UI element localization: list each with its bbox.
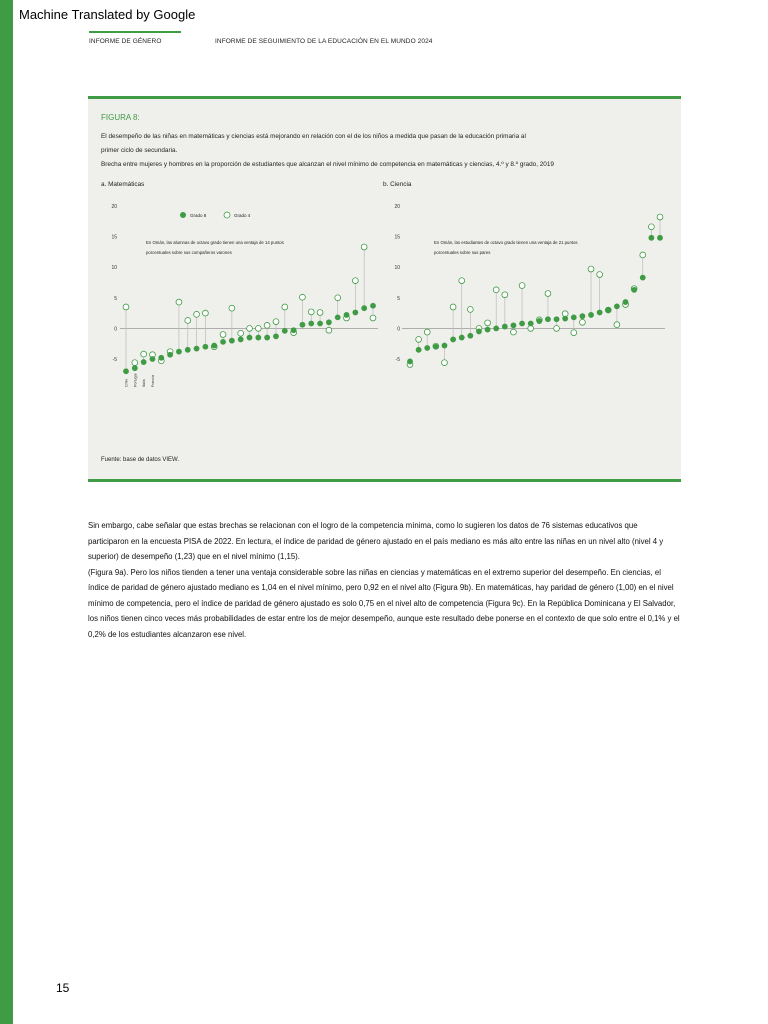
point-grade-4 [614,322,620,328]
point-grade-4 [511,329,517,335]
left-accent-bar [0,0,13,1024]
point-grade-4 [424,329,430,335]
point-grade-4 [442,360,448,366]
y-tick-label: 0 [114,326,117,333]
point-grade-4 [588,266,594,272]
panel-title-math: a. Matemáticas [101,181,145,188]
point-grade-8 [450,337,456,343]
point-grade-8 [317,321,323,327]
legend-label: Grado 4 [234,213,251,218]
point-grade-8 [300,322,306,328]
point-grade-8 [571,314,577,320]
point-grade-8 [220,339,226,345]
point-grade-8 [123,368,129,374]
point-grade-8 [167,352,173,358]
point-grade-8 [648,235,654,241]
point-grade-8 [407,359,413,365]
point-grade-4 [123,304,129,310]
chart-annotation: En Omán, las estudiantes de octavo grado tienen una ventaja de 21 puntos [434,240,578,245]
chart-annotation: porcentuales sobre sus compañeros varones [146,250,232,255]
point-grade-4 [335,295,341,301]
point-grade-8 [623,299,629,305]
figure-title-line-1: El desempeño de las niñas en matemáticas y ciencias está mejorando en relación con el de los niños a medida que pasan de la educación primaria al [101,133,526,140]
point-grade-8 [467,333,473,339]
x-tick-label: Portugal [133,373,138,387]
point-grade-8 [132,365,138,371]
header-report-title: INFORME DE SEGUIMIENTO DE LA EDUCACIÓN EN EL MUNDO 2024 [215,38,433,45]
point-grade-8 [442,343,448,349]
point-grade-8 [344,312,350,318]
point-grade-4 [450,304,456,310]
header-rule [89,31,181,33]
point-grade-4 [273,319,279,325]
point-grade-8 [326,319,332,325]
point-grade-4 [326,327,332,333]
body-paragraph: Sin embargo, cabe señalar que estas brechas se relacionan con el logro de la competencia mínima, como lo sugieren los datos de 76 sistemas educativos que participaron en la encuesta PISA de 2022. En lectura, el índice de paridad de género ajustado en el país mediano es más alto entre las niñas en un nivel alto (nivel 4 y superior) de desempeño (1,23) que en el nivel mínimo (1,15). [88,521,664,561]
point-grade-8 [176,349,182,355]
chart-annotation: En Omán, las alumnas de octavo grado tienen una ventaja de 14 puntos [146,240,284,245]
point-grade-8 [485,327,491,333]
point-grade-4 [657,214,663,220]
point-grade-8 [247,335,253,341]
point-grade-8 [255,335,261,341]
point-grade-8 [185,347,191,353]
figure-label: FIGURA 8: [101,113,140,122]
point-grade-4 [247,326,253,332]
point-grade-8 [282,328,288,334]
point-grade-4 [485,320,491,326]
point-grade-4 [300,294,306,300]
point-grade-8 [476,329,482,335]
point-grade-4 [580,319,586,325]
figure-title-line-2: primer ciclo de secundaria. [101,147,178,154]
point-grade-8 [229,338,235,344]
y-tick-label: 10 [111,265,117,272]
point-grade-4 [459,278,465,284]
legend-marker-grade-4 [224,212,230,218]
figure-panel [88,96,681,482]
point-grade-8 [150,356,156,362]
point-grade-8 [580,313,586,319]
point-grade-4 [640,252,646,258]
body-paragraph: (Figura 9a). Pero los niños tienden a tener una ventaja considerable sobre las niñas en ciencias y matemáticas en el extremo superior del desempeño. En ciencias, el índice de paridad de género ajustado mediano es 1,04 en el nivel mínimo, pero 0,92 en el nivel alto (Figura 9b). En matemáticas, hay paridad de género (1,00) en el nivel mínimo de competencia, pero el índice de paridad de género ajustado es solo 0,75 en el nivel alto de competencia (Figura 9c). En la República Dominicana y El Salvador, los niños tienen cinco veces más probabilidades de estar entre los de mejor desempeño, aunque este resultado debe ponerse en el contexto de que solo entre el 0,1% y el 0,2% de los estudiantes alcanzaron ese nivel. [88,567,680,639]
point-grade-8 [459,335,465,341]
point-grade-8 [614,303,620,309]
point-grade-8 [158,355,164,361]
point-grade-4 [648,224,654,230]
point-grade-4 [352,278,358,284]
point-grade-4 [132,360,138,366]
body-text [88,518,680,642]
header-report-section: INFORME DE GÉNERO [89,38,162,45]
point-grade-4 [519,283,525,289]
point-grade-8 [493,326,499,332]
y-tick-label: -5 [395,357,400,363]
point-grade-8 [291,327,297,333]
legend-label: Grado 8 [190,213,207,218]
point-grade-8 [528,321,534,327]
point-grade-8 [545,316,551,322]
point-grade-8 [562,316,568,322]
gender-gap-charts [88,194,681,444]
point-grade-8 [352,310,358,316]
point-grade-8 [273,333,279,339]
point-grade-8 [502,324,508,330]
point-grade-4 [493,287,499,293]
point-grade-8 [424,345,430,351]
legend-marker-grade-8 [180,212,186,218]
y-tick-label: 20 [394,204,400,210]
point-grade-4 [238,330,244,336]
chart-annotation: porcentuales sobre sus pares [434,250,491,255]
point-grade-8 [657,235,663,241]
point-grade-4 [502,292,508,298]
y-tick-label: 15 [394,234,400,241]
figure-subtitle: Brecha entre mujeres y hombres en la proporción de estudiantes que alcanzan el nivel mínimo de competencia en matemáticas y ciencias, 4.º y 8.º grado, 2019 [101,161,554,168]
point-grade-8 [597,310,603,316]
panel-title-science: b. Ciencia [383,181,412,188]
point-grade-4 [194,311,200,317]
point-grade-4 [185,318,191,324]
y-tick-label: 20 [111,204,117,210]
point-grade-8 [194,346,200,352]
point-grade-4 [255,326,261,332]
point-grade-8 [511,322,517,328]
machine-translation-label: Machine Translated by Google [19,7,196,22]
point-grade-8 [416,347,422,353]
point-grade-8 [588,312,594,318]
point-grade-4 [545,291,551,297]
point-grade-8 [605,307,611,313]
point-grade-4 [308,309,314,315]
point-grade-8 [554,316,560,322]
y-tick-label: -5 [112,357,117,363]
point-grade-4 [264,322,270,328]
x-tick-label: Francia [150,375,155,387]
point-grade-4 [220,332,226,338]
point-grade-4 [361,244,367,250]
y-tick-label: 5 [397,295,400,302]
point-grade-4 [571,330,577,336]
point-grade-8 [631,287,637,293]
point-grade-8 [211,343,217,349]
point-grade-8 [308,321,314,327]
point-grade-4 [141,351,147,357]
point-grade-8 [335,314,341,320]
y-tick-label: 5 [114,295,117,302]
page-number: 15 [56,981,70,995]
point-grade-4 [416,337,422,343]
y-tick-label: 10 [394,265,400,272]
point-grade-8 [370,303,376,309]
x-tick-label: Chile [124,378,129,387]
point-grade-8 [361,305,367,311]
point-grade-8 [433,344,439,350]
point-grade-4 [554,326,560,332]
x-tick-label: Italia [142,379,147,387]
point-grade-8 [519,321,525,327]
point-grade-4 [202,310,208,316]
point-grade-4 [317,310,323,316]
point-grade-4 [597,272,603,278]
point-grade-4 [176,299,182,305]
point-grade-8 [202,344,208,350]
point-grade-4 [370,315,376,321]
y-tick-label: 0 [397,326,400,333]
y-tick-label: 15 [111,234,117,241]
point-grade-8 [640,275,646,281]
point-grade-8 [141,359,147,365]
figure-source: Fuente: base de datos VIEW. [101,457,180,463]
point-grade-4 [282,304,288,310]
point-grade-8 [238,337,244,343]
point-grade-8 [536,318,542,324]
point-grade-4 [229,305,235,311]
point-grade-4 [467,307,473,313]
point-grade-8 [264,335,270,341]
